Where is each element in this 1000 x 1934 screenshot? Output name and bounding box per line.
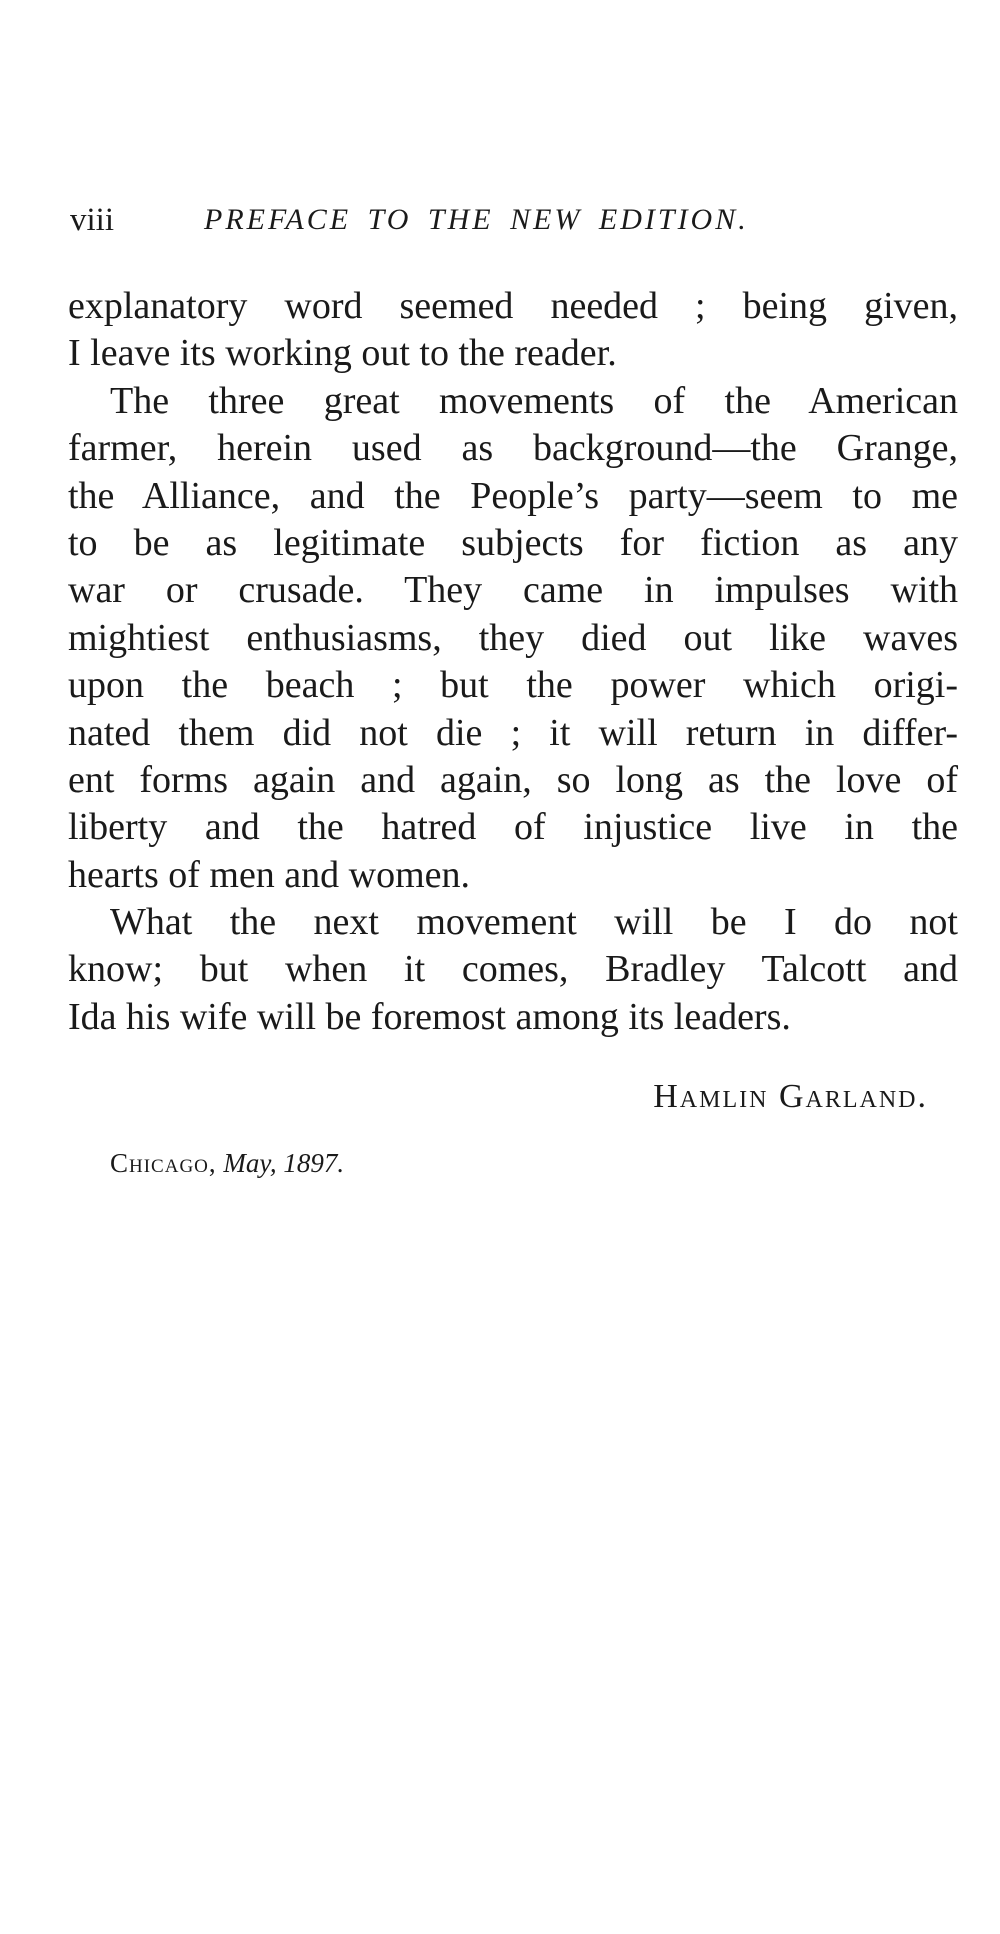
- running-title: PREFACE TO THE NEW EDITION.: [204, 203, 749, 236]
- author-signature: Hamlin Garland.: [653, 1078, 928, 1115]
- text-line: hearts of men and women.: [68, 853, 471, 896]
- text-line: mightiest enthusiasms, they died out like waves: [68, 616, 958, 659]
- text-line: I leave its working out to the reader.: [68, 332, 617, 375]
- running-head: [70, 198, 950, 242]
- text-line: upon the beach ; but the power which origi-: [68, 664, 958, 707]
- text-line: ent forms again and again, so long as the love of: [68, 758, 958, 801]
- text-line: What the next movement will be I do not: [110, 901, 958, 944]
- text-line: farmer, herein used as background—the Grange,: [68, 427, 958, 470]
- text-line: to be as legitimate subjects for fiction as any: [68, 521, 958, 564]
- body-text: [68, 283, 958, 1041]
- text-line: explanatory word seemed needed ; being given,: [68, 285, 958, 327]
- text-line: Ida his wife will be foremost among its leaders.: [68, 995, 791, 1038]
- text-line: liberty and the hatred of injustice live in the: [68, 806, 958, 849]
- dateline-date: May, 1897.: [223, 1148, 345, 1178]
- page-number: viii: [70, 202, 115, 238]
- text-line: know; but when it comes, Bradley Talcott and: [68, 948, 958, 991]
- dateline: [110, 1143, 344, 1183]
- text-line: the Alliance, and the People’s party—seem to me: [68, 474, 958, 517]
- text-line: nated them did not die ; it will return in differ-: [68, 711, 958, 754]
- text-line: The three great movements of the American: [110, 379, 958, 422]
- dateline-place: Chicago,: [110, 1148, 217, 1178]
- text-line: war or crusade. They came in impulses with: [68, 569, 958, 612]
